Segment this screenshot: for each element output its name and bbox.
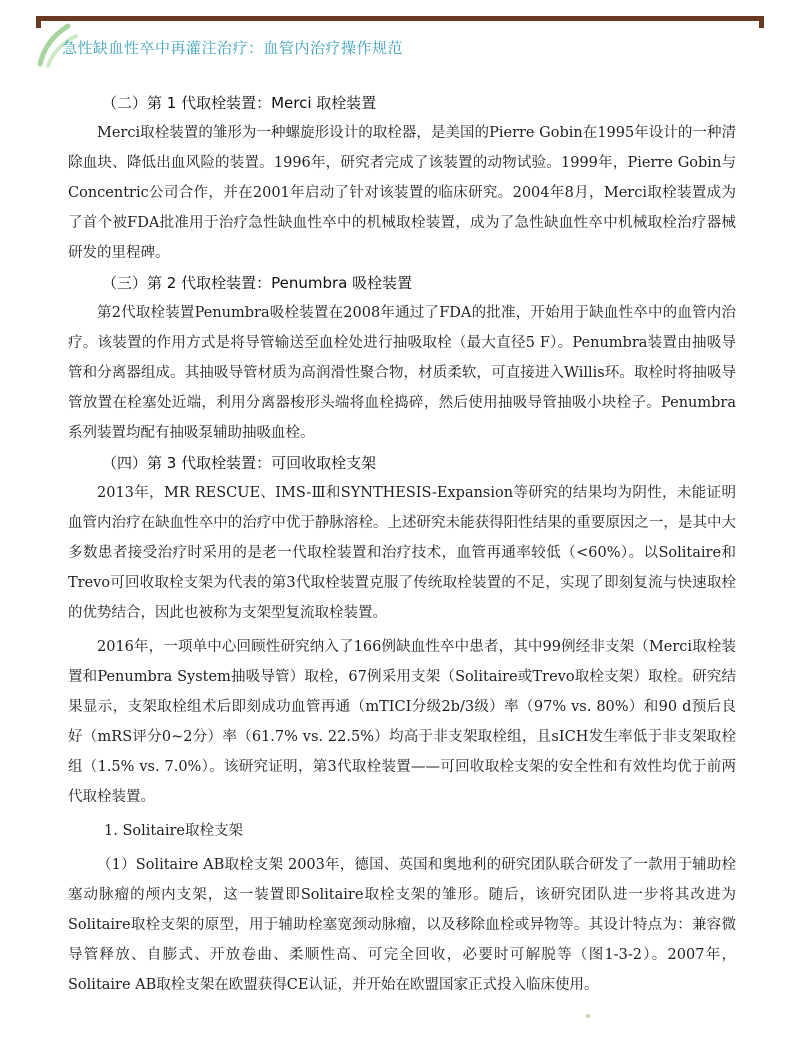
section-heading-penumbra: （三）第 2 代取栓装置：Penumbra 吸栓装置 — [102, 274, 413, 292]
section-heading-third-generation: （四）第 3 代取栓装置：可回收取栓支架 — [102, 454, 377, 472]
scan-speck — [586, 1014, 590, 1018]
section-heading-merci: （二）第 1 代取栓装置：Merci 取栓装置 — [102, 94, 377, 112]
header-rule-cap-right — [759, 16, 764, 28]
paragraph-solitaire-ab: （1）Solitaire AB取栓支架 2003年，德国、英国和奥地利的研究团队联合研发了一款用于辅助栓塞动脉瘤的颅内支架，这一装置即Solitaire取栓支架的雏形。随后，该研究团队进一步将其改进为Solitaire取栓支架的原型，用于辅助栓塞宽颈动脉瘤，以及移除血栓或异物等。其设计特点为：兼容微导管释放、自膨式、开放卷曲、柔顺性高、可完全回收，必要时可解脱等（图1-3-2）。2007年，Solitaire AB取栓支架在欧盟获得CE认证，并开始在欧盟国家正式投入临床使用。 — [68, 857, 736, 993]
paragraph-third-generation-intro: 2013年，MR RESCUE、IMS-Ⅲ和SYNTHESIS-Expansion等研究的结果均为阴性，未能证明血管内治疗在缺血性卒中的治疗中优于静脉溶栓。上述研究未能获得阳性结果的重要原因之一，是其中大多数患者接受治疗时采用的是老一代取栓装置和治疗技术，血管再通率较低（<60%）。以Solitaire和Trevo可回收取栓支架为代表的第3代取栓装置克服了传统取栓装置的不足，实现了即刻复流与快速取栓的优势结合，因此也被称为支架型复流取栓装置。 — [68, 485, 736, 621]
paragraph-merci: Merci取栓装置的雏形为一种螺旋形设计的取栓器，是美国的Pierre Gobin在1995年设计的一种清除血块、降低出血风险的装置。1996年，研究者完成了该装置的动物试验。1999年，Pierre Gobin与Concentric公司合作，并在2001年启动了针对该装置的临床研究。2004年8月，Merci取栓装置成为了首个被FDA批准用于治疗急性缺血性卒中的机械取栓装置，成为了急性缺血性卒中机械取栓治疗器械研发的里程碑。 — [68, 125, 736, 261]
subsection-title-solitaire: 1. Solitaire取栓支架 — [104, 823, 244, 839]
paragraph-penumbra: 第2代取栓装置Penumbra吸栓装置在2008年通过了FDA的批准，开始用于缺血性卒中的血管内治疗。该装置的作用方式是将导管输送至血栓处进行抽吸取栓（最大直径5 F）。Penumbra装置由抽吸导管和分离器组成。其抽吸导管材质为高润滑性聚合物，材质柔软，可直接进入Willis环。取栓时将抽吸导管放置在栓塞处近端，利用分离器梭形头端将血栓捣碎，然后使用抽吸导管抽吸小块栓子。Penumbra系列装置均配有抽吸泵辅助抽吸血栓。 — [68, 305, 736, 441]
paragraph-third-generation-study: 2016年，一项单中心回顾性研究纳入了166例缺血性卒中患者，其中99例经非支架（Merci取栓装置和Penumbra System抽吸导管）取栓，67例采用支架（Solitaire或Trevo取栓支架）取栓。研究结果显示，支架取栓组术后即刻成功血管再通（mTICI分级2b/3级）率（97% vs. 80%）和90 d预后良好（mRS评分0~2分）率（61.7% vs. 22.5%）均高于非支架取栓组，且sICH发生率低于非支架取栓组（1.5% vs. 7.0%）。该研究证明，第3代取栓装置——可回收取栓支架的安全性和有效性均优于前两代取栓装置。 — [68, 639, 736, 805]
page-body — [68, 88, 736, 1000]
header-rule — [36, 16, 764, 21]
running-header-title: 急性缺血性卒中再灌注治疗：血管内治疗操作规范 — [62, 39, 404, 57]
